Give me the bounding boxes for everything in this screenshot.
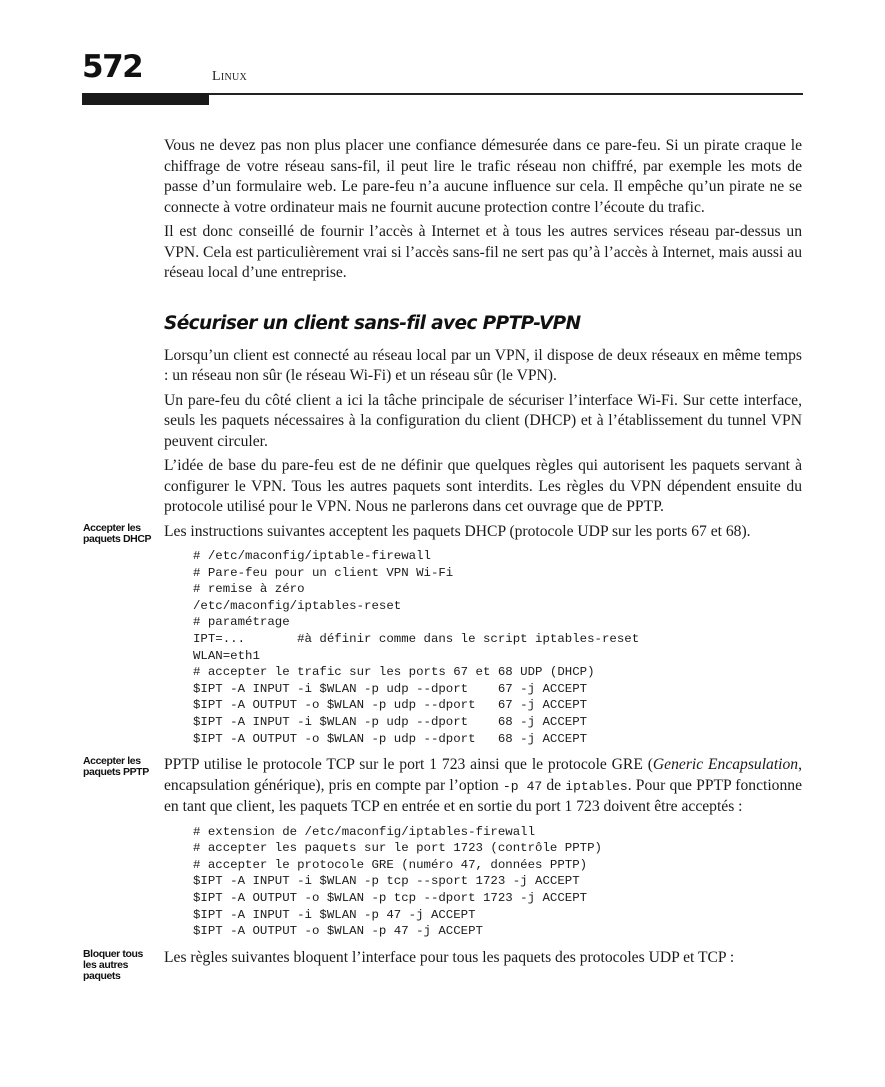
dhcp-block [83, 521, 802, 748]
code-line: $IPT -A OUTPUT -o $WLAN -p 47 -j ACCEPT [193, 924, 483, 939]
block-rules-block [83, 947, 802, 982]
code-line: # accepter le protocole GRE (numéro 47, données PPTP) [193, 857, 588, 872]
page-number: 572 [82, 49, 143, 85]
code-line: # accepter le trafic sur les ports 67 et 68 UDP (DHCP) [193, 665, 595, 680]
margin-note-pptp: Accepter les paquets PPTP [83, 755, 149, 779]
code-line: $IPT -A OUTPUT -o $WLAN -p udp --dport 67 -j ACCEPT [193, 698, 588, 713]
block-paragraph: Les règles suivantes bloquent l’interface pour tous les paquets des protocoles UDP et TCP : [164, 948, 735, 966]
running-head: Linux [212, 69, 248, 84]
pptp-emphasis: Generic Encapsulation [652, 756, 799, 774]
dhcp-code-listing [193, 548, 802, 747]
code-line: $IPT -A INPUT -i $WLAN -p udp --dport 67 -j ACCEPT [193, 681, 588, 696]
pptp-code-listing [193, 824, 802, 940]
section-paragraph-3: L’idée de base du pare-feu est de ne définir que quelques règles qui autorisent les paquets servant à configurer le VPN. Tous les autres paquets sont interdits. Les règles du VPN dépendent ensuite du protocole utilisé pour le VPN. Nous ne parlerons dans cet ouvrage que de PPTP. [164, 457, 802, 515]
code-line: $IPT -A INPUT -i $WLAN -p 47 -j ACCEPT [193, 907, 476, 922]
pptp-text-c: de [542, 776, 566, 794]
section-paragraph-2: Un pare-feu du côté client a ici la tâche principale de sécuriser l’interface Wi-Fi. Sur cette interface, seuls les paquets nécessaires à la configuration du client (DHCP) et à l’établissement du tunnel VPN peuvent circuler. [164, 391, 802, 450]
section-heading: Sécuriser un client sans-fil avec PPTP-VPN [164, 312, 581, 334]
code-line: # extension de /etc/maconfig/iptables-firewall [193, 824, 536, 839]
header-rule [209, 93, 803, 95]
code-line: $IPT -A INPUT -i $WLAN -p udp --dport 68 -j ACCEPT [193, 714, 588, 729]
code-line: $IPT -A OUTPUT -o $WLAN -p udp --dport 68 -j ACCEPT [193, 731, 588, 746]
code-line: # remise à zéro [193, 582, 305, 597]
inline-code-option: -p 47 [502, 778, 543, 794]
pptp-paragraph [164, 755, 802, 818]
code-line: # accepter les paquets sur le port 1723 (contrôle PPTP) [193, 841, 602, 856]
code-line: $IPT -A OUTPUT -o $WLAN -p tcp --dport 1723 -j ACCEPT [193, 891, 588, 905]
intro-paragraph-1: Vous ne devez pas non plus placer une confiance démesurée dans ce pare-feu. Si un pirate craque le chiffrage de votre réseau sans-fil, il peut lire le trafic réseau non chiffré, par exemple les mots de passe d’un formulaire web. Le pare-feu n’a aucune influence sur cela. Il empêche qu’un pirate ne se connecte à votre ordinateur mais ne fournit aucune protection contre l’écoute du trafic. [164, 137, 802, 216]
code-line: WLAN=eth1 [193, 648, 260, 663]
pptp-text-a: PPTP utilise le protocole TCP sur le port 1 723 ainsi que le protocole GRE ( [164, 756, 653, 774]
margin-note-block: Bloquer tous les autres paquets [83, 947, 143, 982]
code-line: IPT=... #à définir comme dans le script iptables-reset [193, 631, 640, 646]
intro-paragraph-2: Il est donc conseillé de fournir l’accès à Internet et à tous les autres services réseau par-dessus un VPN. Cela est particulièrement vrai si l’accès sans-fil ne sert pas qu’à l’accès à Internet, mais aussi au réseau local d’une entreprise. [164, 223, 802, 281]
main-text-column [83, 136, 802, 982]
dhcp-paragraph: Les instructions suivantes acceptent les paquets DHCP (protocole UDP sur les ports 67 et 68). [164, 522, 751, 540]
pptp-text-b: , encapsulation générique), pris en compte par l’option [164, 756, 802, 794]
code-line: # /etc/maconfig/iptable-firewall [193, 549, 431, 563]
code-line: /etc/maconfig/iptables-reset [193, 598, 402, 613]
margin-note-dhcp: Accepter les paquets DHCP [83, 521, 152, 545]
pptp-block [83, 755, 802, 940]
header-tab-bar [82, 93, 209, 105]
inline-code-command: iptables [565, 778, 628, 794]
code-line: $IPT -A INPUT -i $WLAN -p tcp --sport 1723 -j ACCEPT [193, 874, 580, 889]
code-line: # Pare-feu pour un client VPN Wi-Fi [193, 565, 454, 580]
pptp-text-d: . Pour que PPTP fonctionne en tant que client, les paquets TCP en entrée et en sortie du port 1 723 doivent être acceptés : [164, 776, 802, 816]
code-line: # paramétrage [193, 615, 290, 630]
section-paragraph-1: Lorsqu’un client est connecté au réseau local par un VPN, il dispose de deux réseaux en même temps : un réseau non sûr (le réseau Wi-Fi) et un réseau sûr (le VPN). [164, 346, 802, 384]
